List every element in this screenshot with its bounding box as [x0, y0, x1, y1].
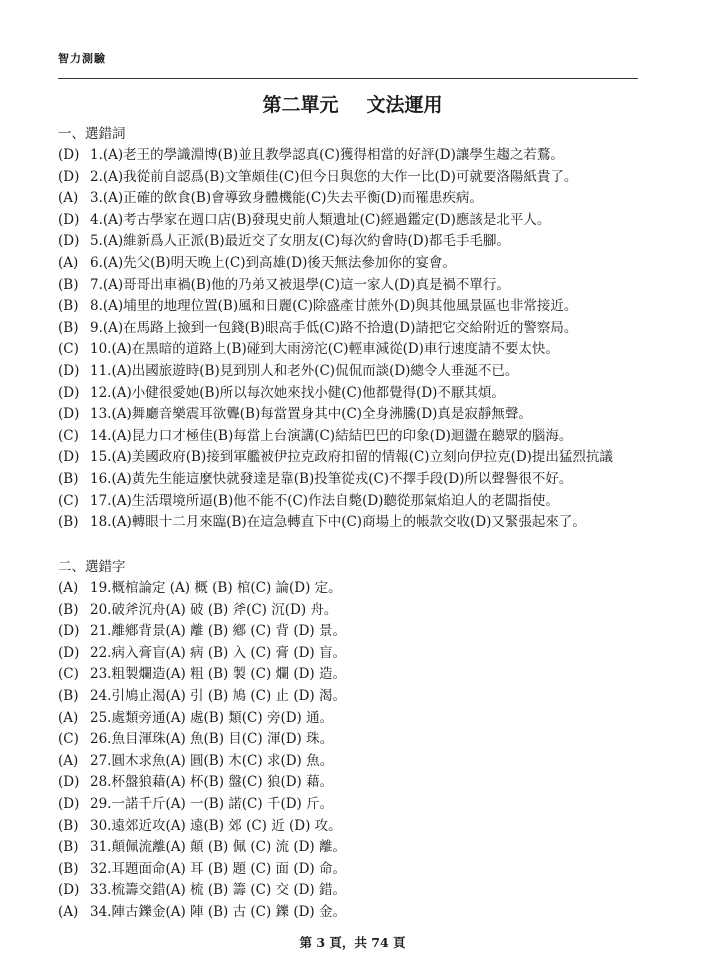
answer-key: (A) [58, 190, 79, 207]
question-text: 6.(A)先父(B)明天晚上(C)到高雄(D)後天無法參加你的宴會。 [90, 254, 456, 271]
question-text: 16.(A)黃先生能這麼快就發達是靠(B)投筆從戎(C)不擇手段(D)所以聲譽很不好。 [90, 470, 573, 487]
question-item [58, 751, 665, 773]
header-rule [58, 78, 638, 79]
answer-key: (C) [58, 341, 79, 358]
section-wrong-words [58, 124, 665, 534]
question-item [58, 794, 665, 816]
answer-key: (D) [58, 449, 80, 466]
answer-key: (D) [58, 362, 80, 379]
question-list [58, 145, 665, 534]
answer-key: (D) [58, 168, 80, 185]
unit-number: 第二單元 [262, 94, 339, 116]
question-item [58, 383, 665, 405]
page-number: 第 3 頁，共 74 頁 [299, 935, 406, 950]
answer-key: (B) [58, 276, 79, 293]
answer-key: (C) [58, 492, 79, 509]
question-text: 29.一諾千斤(A) 一(B) 諾(C) 千(D) 斤。 [90, 795, 334, 812]
question-text: 18.(A)轉眼十二月來臨(B)在這急轉直下中(C)商場上的帳款交收(D)又緊張起來了。 [90, 514, 586, 531]
question-item [58, 145, 665, 167]
question-item [58, 275, 665, 297]
question-text: 4.(A)考古學家在週口店(B)發現史前人類遺址(C)經過鑑定(D)應該是北平人。 [90, 211, 551, 228]
answer-key: (D) [58, 147, 80, 163]
unit-title [0, 90, 705, 117]
question-text: 32.耳題面命(A) 耳 (B) 題 (C) 面 (D) 命。 [90, 860, 346, 877]
question-text: 26.魚目渾珠(A) 魚(B) 目(C) 渾(D) 珠。 [90, 731, 334, 748]
question-item [58, 296, 665, 318]
question-item [58, 600, 665, 622]
answer-key: (A) [58, 580, 79, 596]
question-item [58, 210, 665, 232]
question-item [58, 426, 665, 448]
answer-key: (B) [58, 817, 79, 834]
section-wrong-characters [58, 557, 665, 924]
question-item [58, 902, 665, 924]
question-text: 31.顛佩流離(A) 顛 (B) 佩 (C) 流 (D) 離。 [90, 839, 346, 856]
question-text: 27.圓木求魚(A) 圓(B) 木(C) 求(D) 魚。 [90, 752, 334, 769]
question-item [58, 859, 665, 881]
question-text: 10.(A)在黑暗的道路上(B)碰到大雨滂沱(C)輕車減從(D)車行速度請不要太快。 [90, 341, 559, 358]
question-item [58, 643, 665, 665]
question-text: 24.引鳩止渴(A) 引 (B) 鳩 (C) 止 (D) 渴。 [90, 687, 346, 704]
question-item [58, 339, 665, 361]
question-item [58, 404, 665, 426]
question-item [58, 512, 665, 534]
question-item [58, 469, 665, 491]
question-item [58, 188, 665, 210]
question-text: 5.(A)維新爲人正派(B)最近交了女朋友(C)每次約會時(D)都毛手毛腳。 [90, 233, 510, 250]
question-text: 21.離鄕背景(A) 離 (B) 鄕 (C) 背 (D) 景。 [90, 623, 346, 640]
answer-key: (D) [58, 384, 80, 401]
question-item [58, 361, 665, 383]
question-text: 8.(A)埔里的地理位置(B)風和日麗(C)除盛產甘蔗外(D)與其他風景區也非常接近。 [90, 298, 578, 315]
question-text: 17.(A)生活環境所逼(B)他不能不(C)作法自斃(D)聽從那氣焰迫人的老闆指使。 [90, 492, 559, 509]
question-item [58, 621, 665, 643]
answer-key: (C) [58, 427, 79, 444]
question-text: 3.(A)正確的飲食(B)會導致身體機能(C)失去平衡(D)而罹患疾病。 [90, 190, 483, 207]
question-item [58, 491, 665, 513]
question-item [58, 231, 665, 253]
answer-key: (D) [58, 774, 80, 791]
question-text: 12.(A)小健很愛她(B)所以每次她來找小健(C)他都覺得(D)不厭其煩。 [90, 384, 505, 401]
question-item [58, 686, 665, 708]
question-text: 1.(A)老王的學識淵博(B)並且教學認真(C)獲得相當的好評(D)讓學生趨之若鶩。 [90, 147, 564, 163]
question-item [58, 772, 665, 794]
answer-key: (A) [58, 709, 79, 726]
question-text: 9.(A)在馬路上撿到一包錢(B)眼高手低(C)路不拾遺(D)請把它交給附近的警察局。 [90, 319, 578, 336]
section-heading: 一、選錯詞 [58, 126, 126, 142]
answer-key: (A) [58, 254, 79, 271]
question-list [58, 578, 665, 924]
question-text: 2.(A)我從前自認爲(B)文筆頗佳(C)但今日與您的大作一比(D)可就要洛陽紙貴了。 [90, 168, 578, 185]
answer-key: (B) [58, 839, 79, 856]
question-text: 28.杯盤狼藉(A) 杯(B) 盤(C) 狼(D) 藉。 [90, 774, 334, 791]
answer-key: (D) [58, 211, 80, 228]
answer-key: (B) [58, 860, 79, 877]
question-text: 13.(A)舞廳音樂震耳欲聾(B)每當置身其中(C)全身沸騰(D)真是寂靜無聲。 [90, 406, 532, 423]
question-text: 19.概棺論定 (A) 概 (B) 棺(C) 論(D) 定。 [90, 580, 342, 596]
question-item [58, 253, 665, 275]
question-text: 33.梳籌交錯(A) 梳 (B) 籌 (C) 交 (D) 錯。 [90, 882, 346, 899]
question-text: 20.破斧沉舟(A) 破 (B) 斧(C) 沉(D) 舟。 [90, 601, 338, 618]
answer-key: (D) [58, 233, 80, 250]
unit-topic: 文法運用 [366, 94, 443, 116]
question-item [58, 729, 665, 751]
question-text: 34.陣古鑠金(A) 陣 (B) 古 (C) 鑠 (D) 金。 [90, 903, 346, 920]
question-item [58, 816, 665, 838]
answer-key: (B) [58, 687, 79, 704]
question-item [58, 318, 665, 340]
answer-key: (D) [58, 882, 80, 899]
answer-key: (B) [58, 514, 79, 531]
question-item [58, 578, 665, 600]
question-text: 30.遠郊近攻(A) 遠(B) 郊 (C) 近 (D) 攻。 [90, 817, 342, 834]
question-text: 22.病入膏盲(A) 病 (B) 入 (C) 膏 (D) 盲。 [90, 644, 346, 661]
question-text: 25.處類旁通(A) 處(B) 類(C) 旁(D) 通。 [90, 709, 334, 726]
answer-key: (C) [58, 666, 79, 683]
question-text: 7.(A)哥哥出車禍(B)他的乃弟又被退學(C)這一家人(D)真是禍不單行。 [90, 276, 510, 293]
answer-key: (B) [58, 319, 79, 336]
answer-key: (B) [58, 298, 79, 315]
question-text: 15.(A)美國政府(B)接到軍艦被伊拉克政府扣留的情報(C)立刻向伊拉克(D)提出猛烈抗議 [90, 449, 613, 466]
question-item [58, 708, 665, 730]
question-text: 11.(A)出國旅遊時(B)見到別人和老外(C)侃侃而談(D)總令人垂涎不已。 [90, 362, 519, 379]
question-item [58, 664, 665, 686]
question-item [58, 167, 665, 189]
question-item [58, 880, 665, 902]
answer-key: (B) [58, 470, 79, 487]
answer-key: (D) [58, 623, 80, 640]
question-item [58, 447, 665, 469]
question-text: 23.粗製爛造(A) 粗 (B) 製 (C) 爛 (D) 造。 [90, 666, 346, 683]
answer-key: (C) [58, 731, 79, 748]
answer-key: (A) [58, 903, 79, 920]
answer-key: (D) [58, 795, 80, 812]
answer-key: (D) [58, 406, 80, 423]
answer-key: (B) [58, 601, 79, 618]
section-heading: 二、選錯字 [58, 559, 126, 575]
running-header: 智力測驗 [58, 52, 106, 65]
answer-key: (A) [58, 752, 79, 769]
question-item [58, 837, 665, 859]
answer-key: (D) [58, 644, 80, 661]
question-text: 14.(A)昆力口才極佳(B)每當上台演講(C)結結巴巴的印象(D)迴盪在聽眾的腦海。 [90, 427, 573, 444]
